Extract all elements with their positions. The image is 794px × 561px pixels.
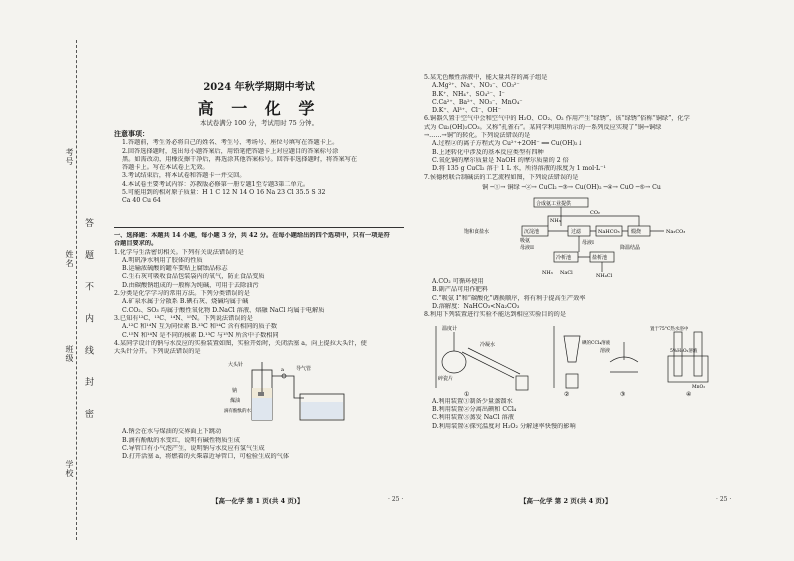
question-line: 7.侯德榜联合制碱法的工艺流程如图，下列说法错误的是 <box>424 173 579 181</box>
co2-recycle <box>548 216 639 226</box>
note-item: 5.可能用到的相对原子质量：H 1 C 12 N 14 O 16 Na 23 Cl 35.5 S 32 <box>122 189 326 197</box>
flow-label-7: 煅烧 <box>631 229 642 236</box>
fig4-label-water: 滴有酚酞的水 <box>224 409 251 415</box>
question-line: A.利用装置①制备少量蒸馏水 <box>432 397 513 405</box>
question-list-right-end <box>424 398 719 431</box>
note-item: Ca 40 Cu 64 <box>122 197 161 205</box>
fig8-label-7: ④ <box>686 390 692 398</box>
question-line: A.矿泉水属于分散系 B.碘石灰、烧碱均属于碱 <box>122 298 249 306</box>
question-line: C.¹⁵N 和¹⁴N 是不同的核素 D.¹³C 与¹⁵N 所含中子数相同 <box>122 331 279 339</box>
exam-no-label: 考号 <box>65 148 74 166</box>
note-item: 黑。如需改动，用橡皮擦干净后，再选涂其他答案标号。回答非选择题时，将答案写在 <box>122 155 358 163</box>
subject-title: 高 一 化 学 <box>197 99 321 118</box>
fig8-label-8: 溶液 <box>600 347 611 354</box>
question-line: A.¹²C 和¹⁴N 互为同位素 B.¹³C 和¹⁴C 含有相同的质子数 <box>122 323 278 331</box>
question-line: C.“吸氨 I”和“碳酸化”调换顺序，将有利于提高生产效率 <box>432 294 586 302</box>
left-questions <box>114 232 404 462</box>
fig8-label-0: 温度计 <box>442 325 458 332</box>
question-line: D.由碳酸钠组成的一般称为纯碱，可用于去除油污 <box>122 281 259 289</box>
question-line: 4.某同学设计的钠与水反应的实验装置如图，实验开始时，关闭活塞 a，向上提拉大头针，使 <box>114 339 367 347</box>
note-item: 3.考试结束后，将本试卷和答题卡一并交回。 <box>122 172 246 180</box>
fig8-label-11: MnO₂ <box>692 384 705 390</box>
flow-label-8: Na₂CO₃ <box>666 229 686 236</box>
receiver <box>516 376 528 390</box>
name-label: 姓名 <box>65 250 74 268</box>
question-line: 大头针分开。下列说法错误的是 <box>114 348 201 356</box>
question-line: C.生石灰可吸收食品包装袋内的氧气，防止食品变质 <box>122 273 265 281</box>
question-line: A.Mg²⁺、Na⁺、NO₃⁻、CO₃²⁻ <box>432 82 520 90</box>
flask-1 <box>442 351 466 373</box>
mark-right: · 25 · <box>716 496 732 503</box>
question-list <box>114 232 404 356</box>
question-line: B.上述转化中涉及的基本反应类型有四种 <box>432 148 544 156</box>
question-line: B.利用装置②分离出碘和 CCl₄ <box>432 405 517 413</box>
footer-right: 【高一化学 第 2 页(共 4 页)】 <box>520 497 612 505</box>
question-list-cont <box>114 428 404 461</box>
flow-label-2: CO₂ <box>590 210 600 217</box>
question-line: 一、选择题：本题共 14 小题，每小题 3 分，共 42 分。在每小题给出的四个选项中，只有一项是符 <box>114 232 390 239</box>
fig8-label-5: ② <box>564 390 570 398</box>
question-line: A.过程②的离子方程式为 Cu²⁺+2OH⁻ ══ Cu(OH)₂↓ <box>432 140 583 148</box>
fig4-label-tube: 导气管 <box>296 366 312 373</box>
mark-left: · 25 · <box>388 496 404 503</box>
note-item: 答题卡上。写在本试卷上无效。 <box>122 164 209 172</box>
footer-left: 【高一化学 第 1 页(共 4 页)】 <box>212 497 304 505</box>
flow-label-12: 降温结晶 <box>620 245 641 252</box>
flow-label-15: NaCl <box>560 270 573 277</box>
question-line: D.利用装置④探究温度对 H₂O₂ 分解速率快慢的影响 <box>432 422 576 430</box>
question-line: C.Ca²⁺、Ba²⁺、NO₃⁻、MnO₄⁻ <box>432 98 523 106</box>
question-line: B.运输浓硫酸的罐车要贴上腐蚀品标志 <box>122 265 228 273</box>
sep-funnel <box>564 336 580 362</box>
fig8-label-3: 碘的CCl₄溶液 <box>582 340 611 346</box>
question-line: 8.利用下列装置进行实验不能达到相应实验目的的是 <box>424 311 567 319</box>
note-item: 2.回答选择题时，选出每小题答案后，用铅笔把答题卡上对应题目的答案标号涂 <box>122 147 339 155</box>
question-line: 5.某无色酸性溶液中，能大量共存的离子组是 <box>424 74 548 81</box>
question-line: C.CO₂、SO₃ 均属于酸性氧化物 D.NaCl 溶液、熔融 NaCl 均属于电解质 <box>122 306 325 314</box>
condenser-outer <box>468 348 520 374</box>
question-line: A.钠会在水与煤油的交界面上下跳动 <box>122 428 222 436</box>
copper-chain: 铜 ─①→ 铜绿 ─②→ CuCl₂ ─③→ Cu(OH)₂ ─④→ CuO ─⑤→ Cu <box>482 183 661 191</box>
question-line: B.副产品可用作肥料 <box>432 286 489 294</box>
question-line: 6.铜器久置于空气中会和空气中的 H₂O、CO₂、O₂ 作用产生“绿锈”，该“绿锈”俗称“铜绿”，化学 <box>424 115 690 123</box>
question-line: 2.分类是化学学习的常用方法。下列分类错误的是 <box>114 290 250 298</box>
note-item: 1.答题前，考生务必将自己的姓名、考生号、考场号、座位号填写在答题卡上。 <box>122 139 339 147</box>
water-layer <box>252 398 272 420</box>
fig4-label-sodium: 钠 <box>232 388 238 395</box>
question-line: D.将 135 g CuCl₂ 溶于 1 L 水，所得溶液的浓度为 1 mol·L⁻¹ <box>432 165 606 173</box>
flow-label-16: NH₄Cl <box>596 273 613 279</box>
flow-label-6: NaHCO₃ <box>598 229 620 236</box>
exam-title: 2024 年秋学期期中考试 <box>203 82 315 93</box>
flow-label-10: 母液II <box>520 245 534 252</box>
question-line: D.K⁺、Al³⁺、Cl⁻、OH⁻ <box>432 107 502 115</box>
question-line: C.导管口有小气泡产生，说明钠与水反应有氢气生成 <box>122 445 265 453</box>
gas-tube <box>272 376 304 398</box>
question-line: A.明矾净水利用了胶体的性质 <box>122 256 203 264</box>
condenser <box>462 352 514 378</box>
flow-label-0: 合成氨工业提供 <box>536 201 572 208</box>
apparatus-set-figure <box>424 322 719 398</box>
question-line: D.打开活塞 a，将燃着的火柴靠近导管口，可检验生成的气体 <box>122 453 290 461</box>
flow-label-14: 盐析池 <box>592 255 608 262</box>
question-line: 合题目要求的。 <box>114 240 158 248</box>
question-list-right <box>424 74 719 182</box>
notes-section <box>114 130 404 206</box>
question-line: B.滴有酚酞的水变红，说明有碱性物质生成 <box>122 436 240 444</box>
school-label: 学校 <box>65 460 74 478</box>
question-line: C.利用装置③蒸发 NaCl 溶液 <box>432 414 514 422</box>
question-line: A.CO₂ 可循环使用 <box>432 278 484 286</box>
question-line: C.氧化铜的摩尔质量是 NaOH 的摩尔质量的 2 倍 <box>432 156 569 164</box>
fig8-label-9: 置于75°C热水浴中 <box>650 326 689 332</box>
flow-label-9: 母液I <box>582 240 594 247</box>
question-line: 3.已知有¹²C、¹³C、¹⁴N、¹⁵N。下列说法错误的是 <box>114 314 253 322</box>
right-questions <box>424 74 719 431</box>
flow-label-17: NH₃ <box>542 270 553 277</box>
note-item: 4.本试卷主要考试内容：苏教版必修第一册专题1至专题3第二单元。 <box>122 180 310 188</box>
flow-label-11: 吸氨 <box>520 238 531 245</box>
binding-margin <box>0 0 110 561</box>
tube-b <box>694 332 702 376</box>
section-divider <box>114 227 404 228</box>
fig4-label-a: a <box>281 367 284 374</box>
flow-label-13: 冷析池 <box>556 255 572 262</box>
tube-a <box>674 332 682 376</box>
sodium-water-apparatus-figure <box>224 358 354 428</box>
notes-heading: 注意事项： <box>114 129 149 138</box>
question-line: →……→铜”的转化。下列说法错误的是 <box>424 132 531 140</box>
question-line: 1.化学与生活密切相关。下列有关说法错误的是 <box>114 248 244 256</box>
flow-label-3: 饱和食盐水 <box>464 229 490 236</box>
exam-info: 本试卷满分 100 分，考试用时 75 分钟。 <box>200 119 318 127</box>
flow-label-4: 沉淀池 <box>524 229 540 236</box>
beaker-2 <box>566 374 578 388</box>
hou-process-flow-figure <box>424 194 719 278</box>
class-label: 班级 <box>65 345 74 363</box>
fig4-label-kerosene: 煤油 <box>230 398 241 405</box>
fig4-label-pin: 大头针 <box>228 362 244 369</box>
fig8-label-6: ③ <box>620 390 626 398</box>
sodium-piece <box>258 392 264 396</box>
seal-dashed-line <box>76 40 77 540</box>
notes-list <box>114 139 404 205</box>
flow-label-1: NH₃ <box>550 218 561 225</box>
question-line: 式为 Cu₂(OH)₂CO₃。又称“孔雀石”。某同学利用图所示的一系列反应实现了“铜→铜绿 <box>424 123 662 131</box>
fig8-label-10: 5%H₂O₂溶液 <box>670 348 698 354</box>
question-line: B.K⁺、NH₄⁺、SO₄²⁻、I⁻ <box>432 90 505 98</box>
question-line: D.溶解度：NaHCO₃<Na₂CO₃ <box>432 303 520 311</box>
fig8-label-2: 碎瓷片 <box>438 375 454 382</box>
seal-warning: 答 题 不 内 线 封 密 <box>83 218 93 429</box>
question-list-right-cont <box>424 278 719 319</box>
fig8-label-1: 冷凝水 <box>480 341 496 348</box>
fig8-label-4: ① <box>464 390 470 398</box>
trough-water <box>301 402 343 419</box>
flow-label-5: 过滤 <box>571 229 582 236</box>
